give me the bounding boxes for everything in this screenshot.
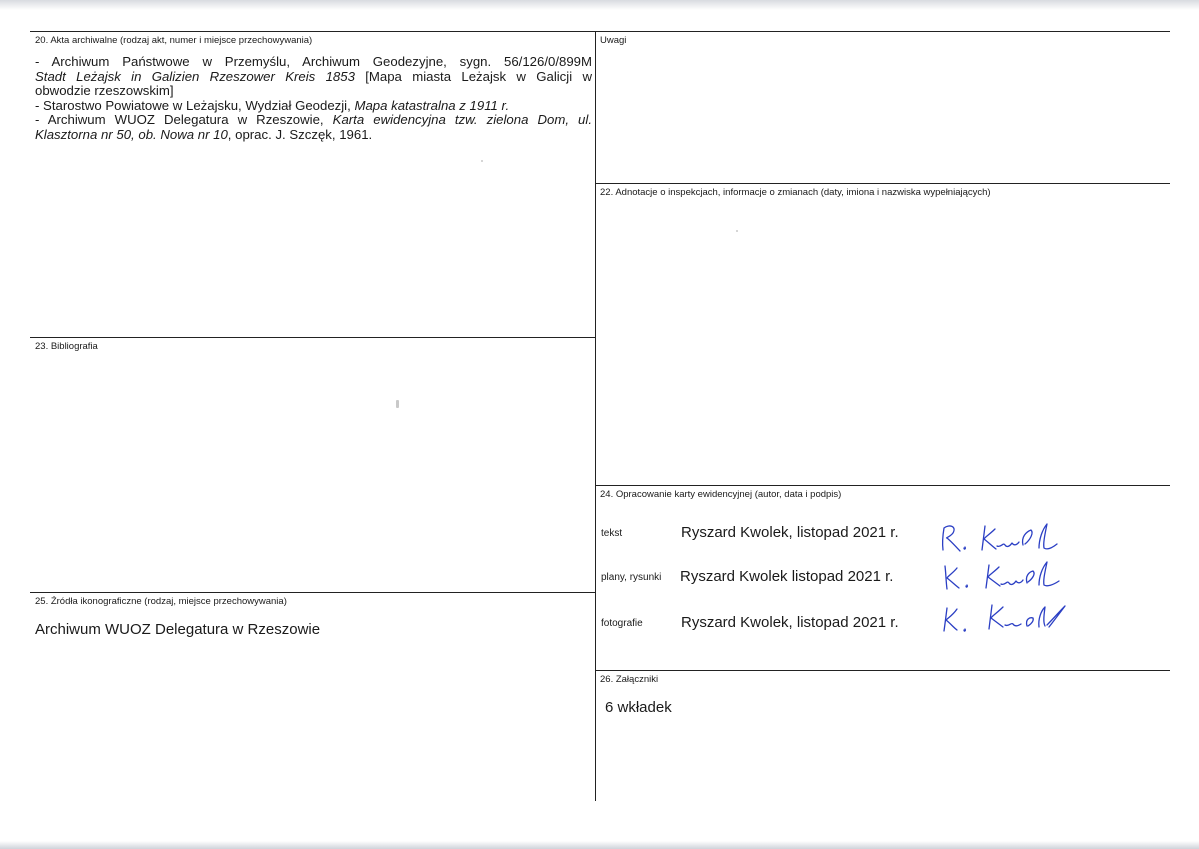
section-20-entries: [35, 55, 592, 142]
entry-3-line-1: [35, 113, 592, 128]
section-24-label: 24. Opracowanie karty ewidencyjnej (autor, data i podpis): [600, 489, 842, 500]
row-plany-label: plany, rysunki: [601, 572, 662, 583]
rule-25-top: [30, 592, 595, 593]
section-20-label: 20. Akta archiwalne (rodzaj akt, numer i miejsce przechowywania): [35, 35, 313, 46]
entry-1-map-translation: [Mapa miasta Leżajsk w Galicji w: [354, 68, 592, 84]
form-top-rule: [30, 31, 1170, 32]
entry-3-address: Klasztorna nr 50, ob. Nowa nr 10: [35, 126, 228, 142]
entry-3-author: , oprac. J. Szczęk, 1961.: [227, 126, 373, 142]
scan-speck: [396, 400, 399, 408]
entry-1-line-3: obwodzie rzeszowskim]: [35, 83, 174, 98]
entry-3-line-2: [35, 128, 592, 143]
rule-22-top: [595, 183, 1170, 184]
section-23-label: 23. Bibliografia: [35, 341, 98, 352]
signature-fotografie: [935, 600, 1075, 636]
row-fotografie-value: Ryszard Kwolek, listopad 2021 r.: [681, 614, 899, 631]
scan-speck: [736, 230, 738, 232]
entry-1-line-1: - Archiwum Państwowe w Przemyślu, Archiwum Geodezyjne, sygn. 56/126/0/899M: [35, 54, 592, 69]
row-tekst-value: Ryszard Kwolek, listopad 2021 r.: [681, 524, 899, 541]
entry-1-line-2: [35, 70, 592, 85]
row-tekst-label: tekst: [601, 528, 623, 539]
entry-3-title: Karta ewidencyjna tzw. zielona Dom, ul.: [332, 112, 592, 127]
entry-3-source: - Archiwum WUOZ Delegatura w Rzeszowie,: [35, 112, 333, 127]
entry-2: [35, 99, 592, 114]
scan-edge-top: [0, 0, 1199, 10]
rule-23-top: [30, 337, 595, 338]
entry-2-source: - Starostwo Powiatowe w Leżajsku, Wydział Geodezji,: [35, 97, 355, 113]
rule-26-top: [595, 670, 1170, 671]
entry-2-title: Mapa katastralna z 1911 r.: [354, 97, 510, 113]
section-22-label: 22. Adnotacje o inspekcjach, informacje o zmianach (daty, imiona i nazwiska wypełniających): [600, 187, 991, 198]
form-column-divider: [595, 31, 596, 801]
signature-plany: [935, 558, 1065, 594]
entry-1-map-title: Stadt Leżajsk in Galizien Rzeszower Kreis 1853: [35, 68, 355, 84]
uwagi-label: Uwagi: [600, 35, 627, 46]
rule-24-top: [595, 485, 1170, 486]
section-25-value: Archiwum WUOZ Delegatura w Rzeszowie: [35, 621, 321, 638]
signature-tekst: [935, 520, 1065, 556]
section-26-value: 6 wkładek: [605, 699, 672, 716]
section-25-label: 25. Źródła ikonograficzne (rodzaj, miejsce przechowywania): [35, 596, 287, 607]
scan-edge-bottom: [0, 841, 1199, 849]
scan-speck: [481, 160, 483, 162]
row-fotografie-label: fotografie: [601, 618, 643, 629]
section-26-label: 26. Załączniki: [600, 674, 659, 685]
row-plany-value: Ryszard Kwolek listopad 2021 r.: [680, 568, 894, 585]
